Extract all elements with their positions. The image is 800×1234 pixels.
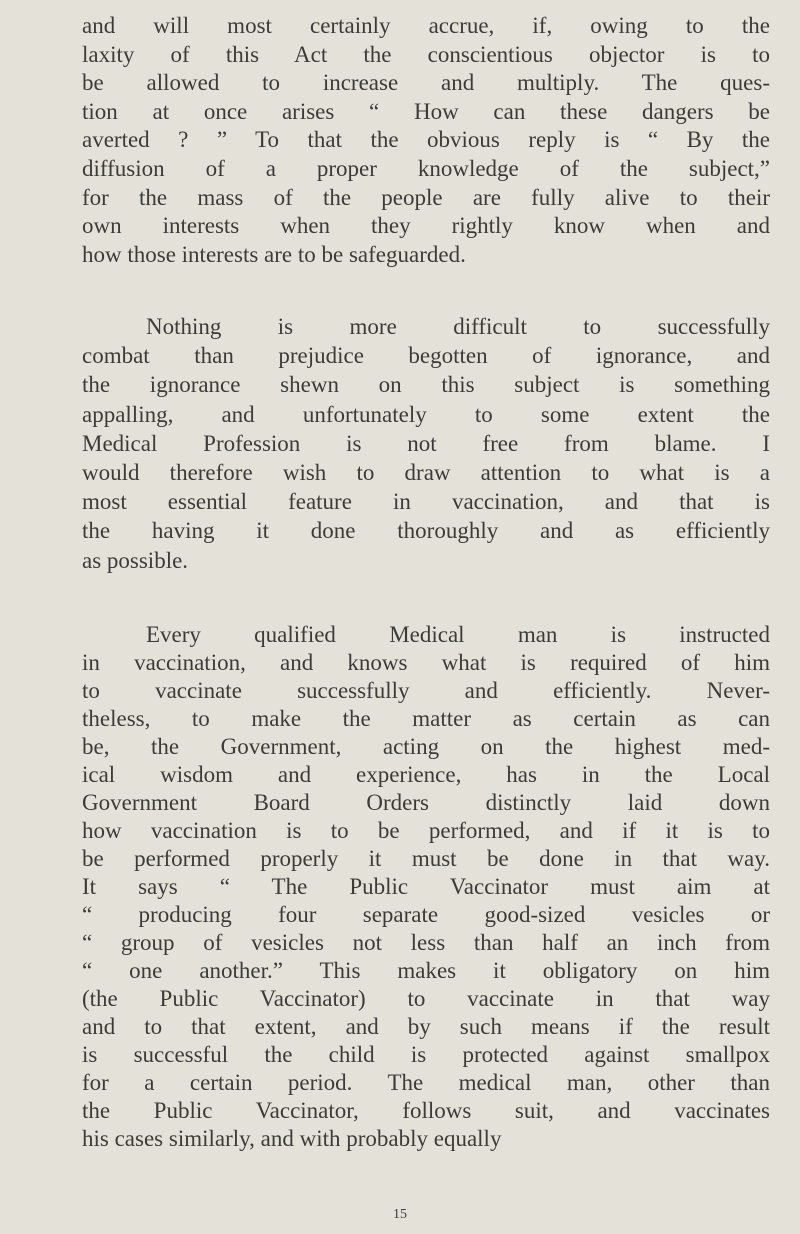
text-line: Government Board Orders distinctly laid down: [82, 790, 770, 815]
text-line: is successful the child is protected against smallpox: [82, 1042, 770, 1067]
text-line: theless, to make the matter as certain as can: [82, 706, 770, 731]
text-line: for a certain period. The medical man, other than: [82, 1070, 770, 1095]
text-line: the ignorance shewn on this subject is something: [82, 372, 770, 398]
text-line: would therefore wish to draw attention to what is a: [82, 460, 770, 486]
text-line: his cases similarly, and with probably equally: [82, 1126, 502, 1151]
page-number: 15: [393, 1207, 407, 1222]
text-line: own interests when they rightly know when and: [82, 213, 770, 239]
text-line: how vaccination is to be performed, and if it is to: [82, 818, 770, 843]
text-line: the Public Vaccinator, follows suit, and vaccinates: [82, 1098, 770, 1123]
text-line: “ producing four separate good-sized vesicles or: [82, 902, 770, 927]
text-line: “ one another.” This makes it obligatory on him: [82, 958, 770, 983]
text-line: be, the Government, acting on the highest med-: [82, 734, 770, 759]
paragraph-3: [82, 621, 770, 1153]
paragraph-1: [82, 12, 770, 269]
text-line: as possible.: [82, 547, 189, 573]
text-line: (the Public Vaccinator) to vaccinate in that way: [82, 986, 770, 1011]
text-line: tion at once arises “ How can these dangers be: [82, 98, 770, 124]
text-line: averted ? ” To that the obvious reply is “ By the: [82, 127, 770, 153]
text-line: be performed properly it must be done in that way.: [82, 846, 770, 871]
text-line: and will most certainly accrue, if, owing to the: [82, 13, 770, 38]
text-line: Medical Profession is not free from blame. I: [82, 430, 770, 456]
text-line: how those interests are to be safeguarded.: [82, 241, 466, 267]
text-line: combat than prejudice begotten of ignorance, and: [82, 343, 770, 369]
text-line: for the mass of the people are fully alive to their: [82, 184, 770, 210]
text-line: Nothing is more difficult to successfully: [146, 314, 770, 339]
text-line: appalling, and unfortunately to some extent the: [82, 401, 770, 427]
text-line: to vaccinate successfully and efficiently. Never-: [82, 678, 770, 703]
text-line: “ group of vesicles not less than half an inch from: [82, 930, 770, 955]
text-line: ical wisdom and experience, has in the Local: [82, 762, 770, 787]
text-line: diffusion of a proper knowledge of the subject,”: [82, 155, 770, 181]
text-line: the having it done thoroughly and as efficiently: [82, 518, 770, 544]
text-line: most essential feature in vaccination, and that is: [82, 489, 770, 515]
text-line: Every qualified Medical man is instructed: [146, 622, 770, 647]
text-line: and to that extent, and by such means if the result: [82, 1014, 770, 1039]
text-line: laxity of this Act the conscientious objector is to: [82, 41, 770, 67]
text-line: It says “ The Public Vaccinator must aim at: [82, 874, 770, 899]
paragraph-2: [82, 312, 770, 575]
text-line: be allowed to increase and multiply. The ques-: [82, 70, 770, 96]
text-line: in vaccination, and knows what is required of him: [82, 650, 770, 675]
